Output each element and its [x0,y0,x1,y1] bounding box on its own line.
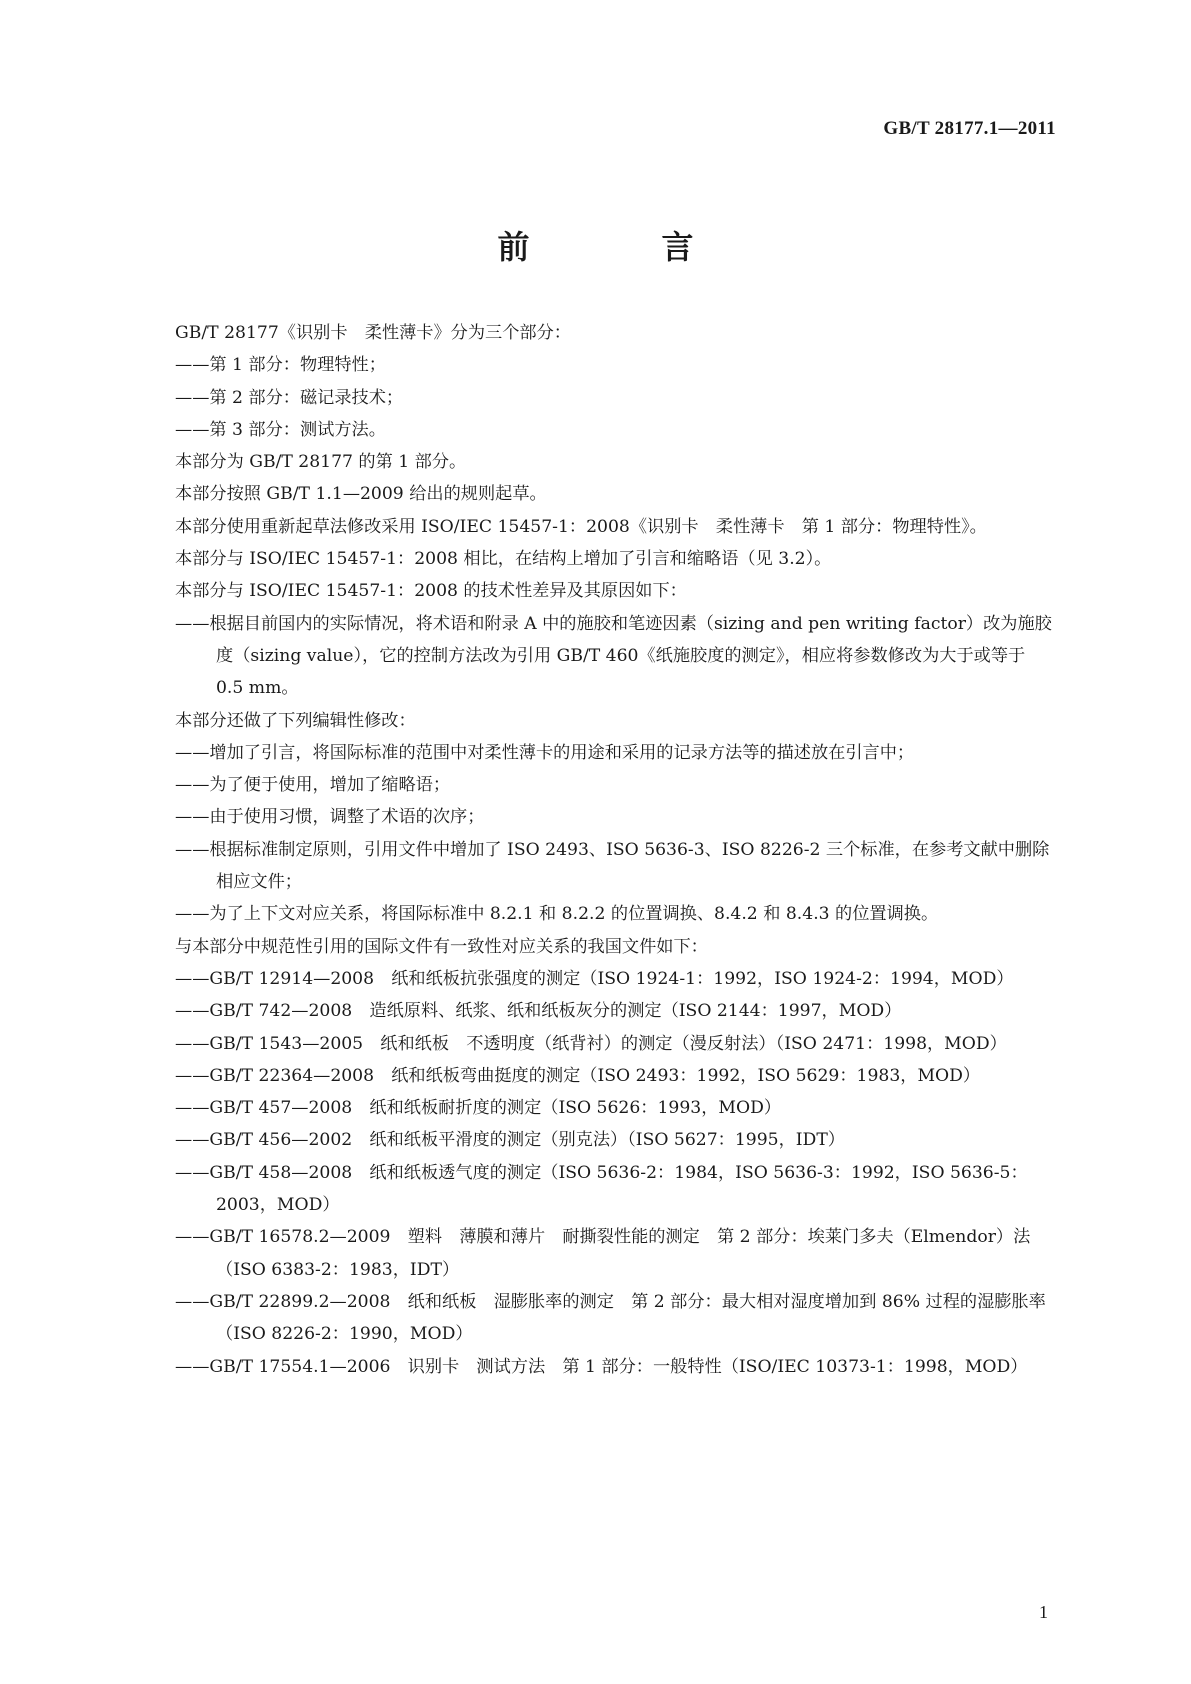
reference-item: ——GB/T 16578.2—2009 塑料 薄膜和薄片 耐撕裂性能的测定 第 2 部分：埃莱门多夫（Elmendor）法（ISO 6383-2：1983，IDT） [175,1227,1031,1280]
reference-item: ——GB/T 742—2008 造纸原料、纸浆、纸和纸板灰分的测定（ISO 2144：1997，MOD） [175,1001,902,1022]
reference-item: ——GB/T 456—2002 纸和纸板平滑度的测定（别克法）（ISO 5627：1995，IDT） [175,1130,845,1151]
reference-item: ——GB/T 22899.2—2008 纸和纸板 湿膨胀率的测定 第 2 部分：最大相对湿度增加到 86% 过程的湿膨胀率（ISO 8226-2：1990，MOD） [175,1291,1046,1345]
foreword-body [134,317,1056,1383]
paragraph: 与本部分中规范性引用的国际文件有一致性对应关系的我国文件如下： [175,936,708,957]
list-item: ——由于使用习惯，调整了术语的次序； [175,807,485,828]
reference-item: ——GB/T 17554.1—2006 识别卡 测试方法 第 1 部分：一般特性（ISO/IEC 10373-1：1998，MOD） [175,1356,1028,1377]
list-item: ——根据标准制定原则，引用文件中增加了 ISO 2493、ISO 5636-3、ISO 8226-2 三个标准，在参考文献中删除相应文件； [175,839,1050,893]
list-item: ——根据目前国内的实际情况，将术语和附录 A 中的施胶和笔迹因素（sizing and pen writing factor）改为施胶度（sizing value），它的控制方法改为引用 GB/T 460《纸施胶度的测定》，相应将参数修改为大于或等于 0.5 mm。 [175,613,1052,699]
list-item: ——第 3 部分：测试方法。 [175,419,386,440]
paragraph: 本部分与 ISO/IEC 15457-1：2008 的技术性差异及其原因如下： [175,581,687,602]
reference-item: ——GB/T 457—2008 纸和纸板耐折度的测定（ISO 5626：1993，MOD） [175,1098,782,1119]
paragraph: GB/T 28177《识别卡 柔性薄卡》分为三个部分： [175,323,571,343]
list-item: ——为了上下文对应关系，将国际标准中 8.2.1 和 8.2.2 的位置调换、8.4.2 和 8.4.3 的位置调换。 [175,904,939,925]
paragraph: 本部分还做了下列编辑性修改： [175,710,416,731]
paragraph: 本部分与 ISO/IEC 15457-1：2008 相比，在结构上增加了引言和缩略语（见 3.2）。 [175,549,832,570]
list-item: ——第 2 部分：磁记录技术； [175,387,404,408]
reference-item: ——GB/T 22364—2008 纸和纸板弯曲挺度的测定（ISO 2493：1992，ISO 5629：1983，MOD） [175,1065,981,1086]
page-number: 1 [1039,1602,1048,1622]
paragraph: 本部分为 GB/T 28177 的第 1 部分。 [175,452,467,473]
list-item: ——为了便于使用，增加了缩略语； [175,775,451,796]
paragraph: 本部分按照 GB/T 1.1—2009 给出的规则起草。 [175,484,547,505]
paragraph: 本部分使用重新起草法修改采用 ISO/IEC 15457-1：2008《识别卡 柔性薄卡 第 1 部分：物理特性》。 [175,516,987,537]
list-item: ——增加了引言，将国际标准的范围中对柔性薄卡的用途和采用的记录方法等的描述放在引言中； [175,742,915,763]
reference-item: ——GB/T 12914—2008 纸和纸板抗张强度的测定（ISO 1924-1：1992，ISO 1924-2：1994，MOD） [175,968,1014,989]
reference-item: ——GB/T 1543—2005 纸和纸板 不透明度（纸背衬）的测定（漫反射法）（ISO 2471：1998，MOD） [175,1033,1007,1054]
list-item: ——第 1 部分：物理特性； [175,355,386,376]
page-title: 前 言 [497,228,744,266]
reference-item: ——GB/T 458—2008 纸和纸板透气度的测定（ISO 5636-2：1984，ISO 5636-3：1992，ISO 5636-5：2003，MOD） [175,1162,1028,1216]
document-code: GB/T 28177.1—2011 [883,118,1056,139]
